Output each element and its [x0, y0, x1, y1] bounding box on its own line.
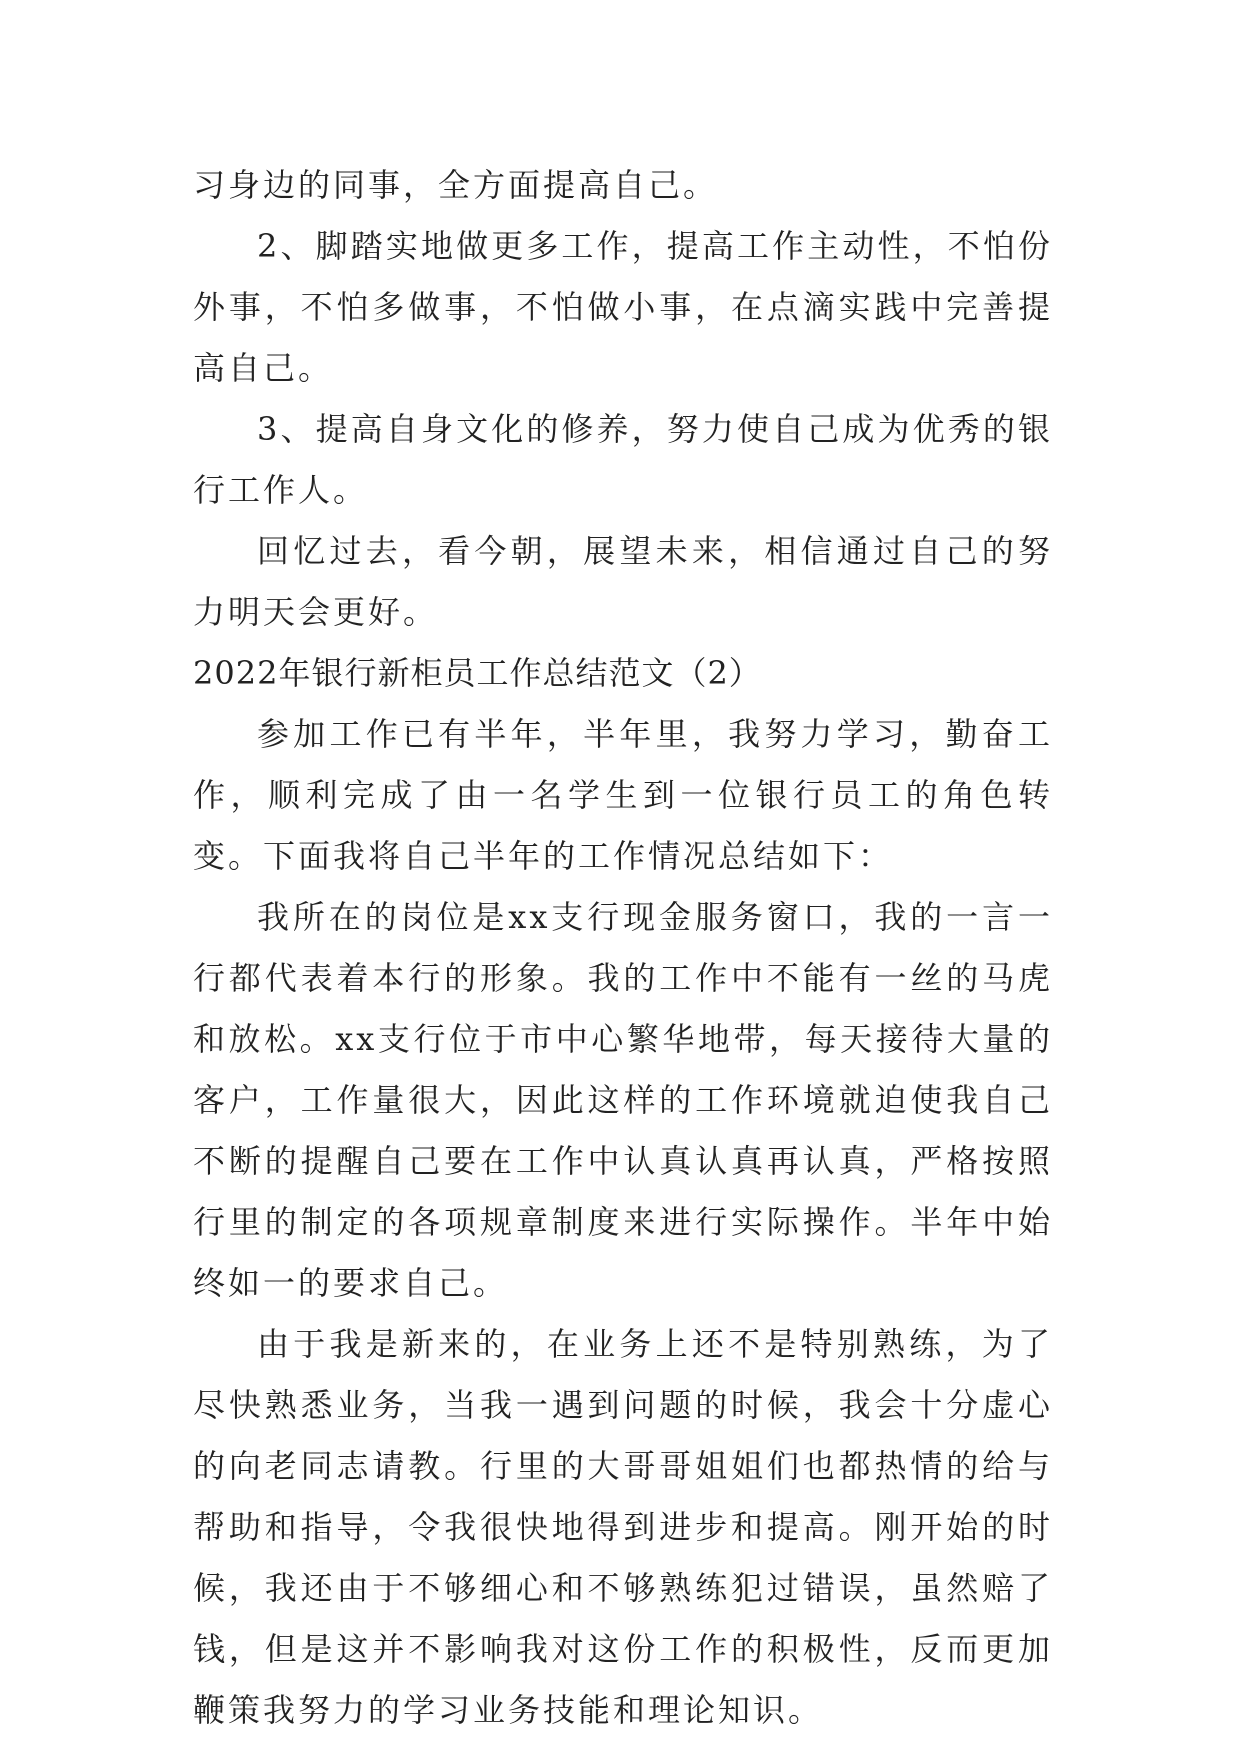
paragraph-intro: 参加工作已有半年，半年里，我努力学习，勤奋工作，顺利完成了由一名学生到一位银行员工的角色转变。下面我将自己半年的工作情况总结如下： — [193, 715, 1053, 875]
paragraph-item-3: 3、提高自身文化的修养，努力使自己成为优秀的银行工作人。 — [193, 410, 1053, 509]
paragraph-learning: 由于我是新来的，在业务上还不是特别熟练，为了尽快熟悉业务，当我一遇到问题的时候，我会十分虚心的向老同志请教。行里的大哥哥姐姐们也都热情的给与帮助和指导，令我很快地得到进步和提高。刚开始的时候，我还由于不够细心和不够熟练犯过错误，虽然赔了钱，但是这并不影响我对这份工作的积极性，反而更加鞭策我努力的学习业务技能和理论知识。 — [193, 1325, 1053, 1729]
document-body — [193, 155, 1053, 1741]
paragraph-closing: 回忆过去，看今朝，展望未来，相信通过自己的努力明天会更好。 — [193, 532, 1053, 631]
paragraph-position: 我所在的岗位是xx支行现金服务窗口，我的一言一行都代表着本行的形象。我的工作中不能有一丝的马虎和放松。xx支行位于市中心繁华地带，每天接待大量的客户，工作量很大，因此这样的工作环境就迫使我自己不断的提醒自己要在工作中认真认真再认真，严格按照行里的制定的各项规章制度来进行实际操作。半年中始终如一的要求自己。 — [193, 898, 1053, 1302]
paragraph-item-2: 2、脚踏实地做更多工作，提高工作主动性，不怕份外事，不怕多做事，不怕做小事，在点滴实践中完善提高自己。 — [193, 227, 1053, 387]
section-title: 2022年银行新柜员工作总结范文（2） — [193, 654, 762, 692]
paragraph-continued: 习身边的同事，全方面提高自己。 — [193, 166, 719, 204]
